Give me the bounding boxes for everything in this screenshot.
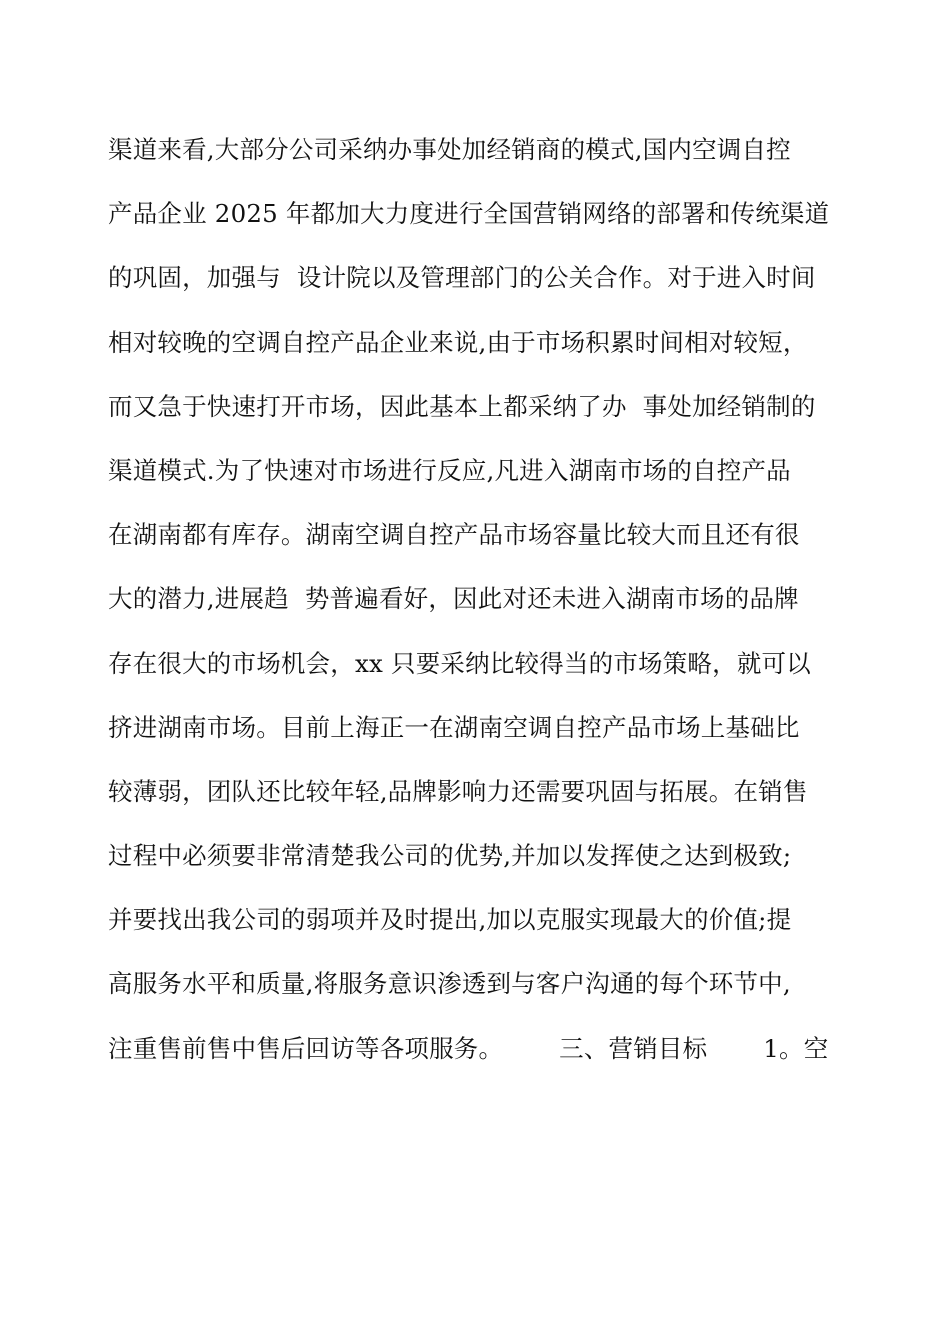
text-line: 注重售前售中售后回访等各项服务。 三、营销目标 1。空 [108, 1033, 829, 1063]
text-line: 存在很大的市场机会，xx 只要采纳比较得当的市场策略，就可以 [108, 648, 811, 678]
text-line: 渠道来看,大部分公司采纳办事处加经销商的模式,国内空调自控 [108, 135, 791, 164]
text-line: 产品企业 2025 年都加大力度进行全国营销网络的部署和传统渠道 [108, 199, 830, 229]
text-line: 而又急于快速打开市场，因此基本上都采纳了办 事处加经销制的 [108, 391, 816, 421]
text-line: 大的潜力,进展趋 势普遍看好，因此对还未进入湖南市场的品牌 [108, 584, 799, 614]
text-line: 过程中必须要非常清楚我公司的优势,并加以发挥使之达到极致; [108, 841, 792, 871]
text-line: 较薄弱，团队还比较年轻,品牌影响力还需要巩固与拓展。在销售 [108, 776, 808, 806]
text-line: 的巩固，加强与 设计院以及管理部门的公关合作。对于进入时间 [108, 263, 816, 293]
text-line: 挤进湖南市场。目前上海正一在湖南空调自控产品市场上基础比 [108, 712, 800, 742]
text-line: 相对较晚的空调自控产品企业来说,由于市场积累时间相对较短， [108, 327, 808, 357]
text-line: 并要找出我公司的弱项并及时提出,加以克服实现最大的价值;提 [108, 905, 792, 935]
text-line: 在湖南都有库存。湖南空调自控产品市场容量比较大而且还有很 [108, 520, 800, 550]
text-line: 高服务水平和质量,将服务意识渗透到与客户沟通的每个环节中, [108, 969, 791, 999]
body-text [108, 128, 838, 1091]
text-line: 渠道模式.为了快速对市场进行反应,凡进入湖南市场的自控产品 [108, 455, 791, 485]
